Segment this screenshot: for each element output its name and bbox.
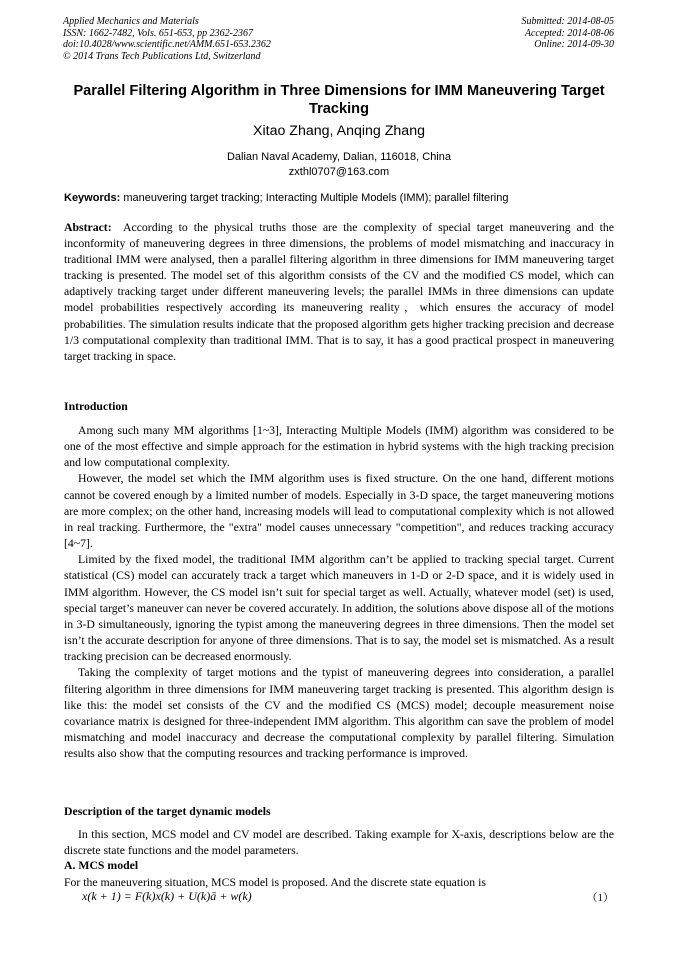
introduction-heading: Introduction	[64, 400, 128, 413]
journal-header	[63, 16, 614, 66]
mcs-subheading: A. MCS model	[64, 859, 139, 872]
keywords-label: Keywords:	[64, 192, 121, 204]
submitted-date: Submitted: 2014-08-05	[521, 16, 614, 27]
introduction-body	[64, 423, 614, 762]
authors: Xitao Zhang, Anqing Zhang	[253, 123, 425, 139]
issn-line: ISSN: 1662-7482, Vols. 651-653, pp 2362-2367	[63, 27, 253, 39]
affiliation: Dalian Naval Academy, Dalian, 116018, China	[226, 151, 451, 163]
accepted-date: Accepted: 2014-08-06	[524, 27, 614, 39]
journal-name: Applied Mechanics and Materials	[63, 16, 199, 27]
author-email: zxthl0707@163.com	[288, 165, 390, 178]
publication-info	[63, 16, 271, 62]
keywords-section	[64, 192, 614, 204]
intro-paragraph: Among such many MM algorithms [1~3], Interacting Multiple Models (IMM) algorithm was considered to be one of the most effective and simple approach for the estimation in hybrid systems with the high tracking precision and low computational complexity.	[64, 424, 614, 470]
online-date: Online: 2014-09-30	[534, 39, 614, 50]
equation-number: （1）	[586, 892, 614, 904]
intro-paragraph: Taking the complexity of target motions and the typist of maneuvering degrees into consideration, a parallel filtering algorithm in three dimensions for IMM maneuvering target tracking is presented. This algorithm design is like this: the model set consists of the CV and the modified CS (MCS) model; decouple measurement noise covariance matrix is designed for three-independent IMM algorithm. This algorithm can save the problem of model mismatching and model inaccuracy and decrease the computational complexity by parallel filtering. Simulation results also show that the computing resources and tracking performance is improved.	[64, 666, 614, 761]
dates-info	[522, 16, 615, 51]
doi-line: doi:10.4028/www.scientific.net/AMM.651-653.2362	[63, 39, 271, 50]
abstract-label: Abstract:	[64, 221, 112, 234]
models-paragraph: In this section, MCS model and CV model are described. Taking example for X-axis, descriptions below are the discrete state functions and the model parameters.	[64, 828, 614, 858]
models-heading: Description of the target dynamic models	[64, 805, 271, 818]
keywords-text: maneuvering target tracking; Interacting Multiple Models (IMM); parallel filtering	[123, 192, 509, 204]
paper-title: Parallel Filtering Algorithm in Three Dimensions for IMM Maneuvering Target Tracking	[73, 83, 605, 117]
state-equation: x(k + 1) = F(k)x(k) + U(k)ā + w(k)	[82, 889, 252, 903]
abstract-text: According to the physical truths those are the complexity of special target maneuvering and the inconformity of maneuvering degrees in three dimensions, the problems of model mismatching and inaccuracy in traditional IMM were analysed, then a parallel filtering algorithm in three dimensions for IMM maneuvering target tracking is presented. The model set of this algorithm consists of the CV and the modified CS model, which can adaptively tracking target under different maneuvering levels; the parallel IMMs in three dimensions can update model probabilities respectively according its maneuvering reality，which ensures the accuracy of model probabilities. The simulation results indicate that the proposed algorithm gets higher tracking precision and decrease 1/3 computational complexity than traditional IMM. That is to say, it has a good practical prospect in maneuvering target tracking in space.	[64, 221, 614, 363]
intro-paragraph: However, the model set which the IMM algorithm uses is fixed structure. On the one hand, different motions cannot be covered enough by a limited number of models. Especially in 3-D space, the target maneuvering motions are more complex; on the other hand, increasing models will lead to computational complexity which is not allowed in real tracking. Furthermore, the "extra" model causes unnecessary "competition", and reduces tracking accuracy [4~7].	[64, 472, 614, 551]
abstract-section	[64, 220, 614, 365]
copyright-line: © 2014 Trans Tech Publications Ltd, Switzerland	[63, 50, 261, 62]
mcs-paragraph: For the maneuvering situation, MCS model is proposed. And the discrete state equation is	[64, 876, 486, 889]
intro-paragraph: Limited by the fixed model, the traditional IMM algorithm can’t be applied to tracking special target. Current statistical (CS) model can accurately track a target which maneuvers in 1-D or 2-D space, and it is widely used in IMM algorithm. However, the CS model isn’t suit for special target as well. Actually, whatever model (set) is used, special target’s maneuver can never be covered accurately. In addition, the solutions above dispose all of the motions in 3-D simultaneously, ignoring the typist among the maneuvering degrees in three dimensions. Then the model set isn’t the accurate description for anyone of three dimensions. That is to say, the model set is mismatched. As a result tracking precision can be decreased enormously.	[64, 553, 614, 664]
models-body	[64, 827, 614, 859]
affiliation-block	[0, 150, 678, 179]
